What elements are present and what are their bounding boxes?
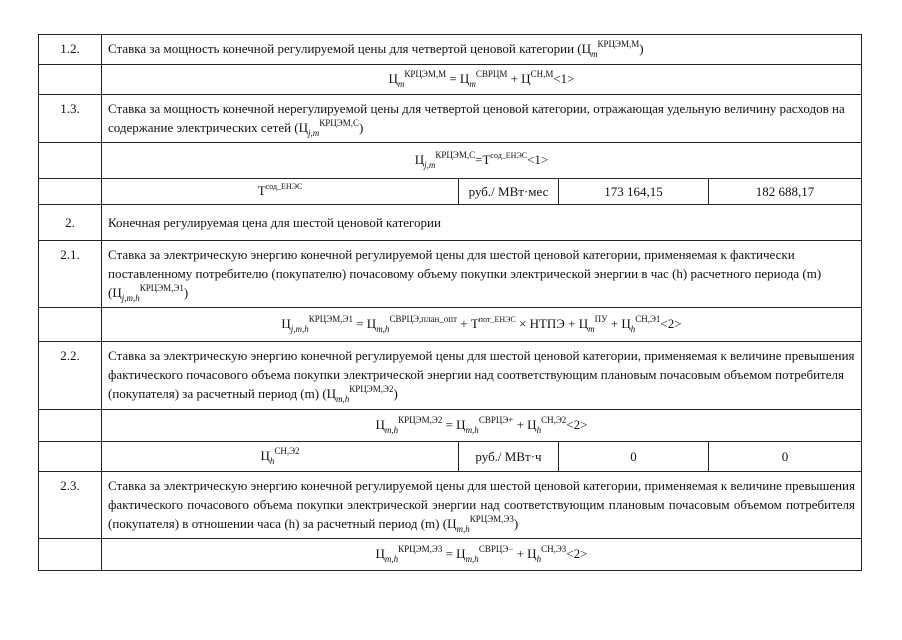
formula-row-2-2 bbox=[39, 410, 862, 442]
tariff-document bbox=[38, 34, 861, 571]
row-number: 2.1. bbox=[39, 241, 102, 308]
value-label: $Ц_h^{СН,Э2}$ bbox=[102, 442, 459, 472]
row-description: Ставка за мощность конечной нерегулируемой цены для четвертой ценовой категории, отражающая удельную величину расходов на содержание электрических сетей $(Ц_{j,m}^{КРЦЭМ,С})$ bbox=[102, 95, 862, 143]
value-1: 0 bbox=[559, 442, 709, 472]
row-number: 1.2. bbox=[39, 35, 102, 65]
formula-row-2-1 bbox=[39, 308, 862, 342]
row-number: 2. bbox=[39, 205, 102, 241]
row-2-3 bbox=[39, 472, 862, 539]
formula-row-2-3 bbox=[39, 539, 862, 571]
row-description: Конечная регулируемая цена для шестой ценовой категории bbox=[102, 205, 862, 241]
row-2-2 bbox=[39, 342, 862, 410]
row-2-1 bbox=[39, 241, 862, 308]
formula: $Ц_{m,h}^{КРЦЭМ,Э3} = Ц_{m,h}^{СВРЦЭ-} + Ц_h^{СН,Э3}<2>$ bbox=[102, 539, 862, 571]
value-1: 173 164,15 bbox=[559, 179, 709, 205]
row-number: 2.3. bbox=[39, 472, 102, 539]
row-1-2 bbox=[39, 35, 862, 65]
row-number: 1.3. bbox=[39, 95, 102, 143]
row-1-3 bbox=[39, 95, 862, 143]
value-row-2-2 bbox=[39, 442, 862, 472]
row-number: 2.2. bbox=[39, 342, 102, 410]
tariff-table bbox=[38, 34, 862, 571]
formula-row-1-3 bbox=[39, 143, 862, 179]
value-row-1-3 bbox=[39, 179, 862, 205]
value-2: 182 688,17 bbox=[709, 179, 862, 205]
row-2 bbox=[39, 205, 862, 241]
formula: $Ц_{j,m}^{КРЦЭМ,С}=T^{сод\_ЕНЭС}<1>$ bbox=[102, 143, 862, 179]
formula: $Ц_m^{КРЦЭМ,М} = Ц_m^{СВРЦМ} + Ц^{СН,М}<1>$ bbox=[102, 65, 862, 95]
row-description: Ставка за мощность конечной регулируемой цены для четвертой ценовой категории $(Ц_m^{КРЦЭМ,М})$ bbox=[102, 35, 862, 65]
value-label: $T^{сод\_ЕНЭС}$ bbox=[102, 179, 459, 205]
row-description: Ставка за электрическую энергию конечной регулируемой цены для шестой ценовой категории, применяемая к величине превышения фактического почасового объема покупки электрической энергии над соответствующим плановым почасовым объемом потребителя (покупателя) за расчетный период (m) $(Ц_{m,h}^{КРЦЭМ,Э2})$ bbox=[102, 342, 862, 410]
row-description: Ставка за электрическую энергию конечной регулируемой цены для шестой ценовой категории, применяемая к фактически поставленному потребителю (покупателю) почасовому объему покупки электрической энергии в час (h) расчетного периода (m) $(Ц_{j,m,h}^{КРЦЭМ,Э1})$ bbox=[102, 241, 862, 308]
formula: $Ц_{j,m,h}^{КРЦЭМ,Э1} = Ц_{m,h}^{СВРЦЭ,план\_опт} + T^{пот\_ЕНЭС}$ × НТПЭ + $Ц_m^{ПУ} + Ц_h^{СН,Э1}<2>$ bbox=[102, 308, 862, 342]
value-unit: руб./ МВт·мес bbox=[459, 179, 559, 205]
value-unit: руб./ МВт·ч bbox=[459, 442, 559, 472]
formula-row-1-2 bbox=[39, 65, 862, 95]
value-2: 0 bbox=[709, 442, 862, 472]
formula: $Ц_{m,h}^{КРЦЭМ,Э2} = Ц_{m,h}^{СВРЦЭ+} + Ц_h^{СН,Э2}<2>$ bbox=[102, 410, 862, 442]
row-description: Ставка за электрическую энергию конечной регулируемой цены для шестой ценовой категории, применяемая к величине превышения фактического почасового объема покупки электрической энергии над соответствующим плановым почасовым объемом потребителя (покупателя) в отношении часа (h) за расчетный период (m) $(Ц_{m,h}^{КРЦЭМ,Э3})$ bbox=[102, 472, 862, 539]
